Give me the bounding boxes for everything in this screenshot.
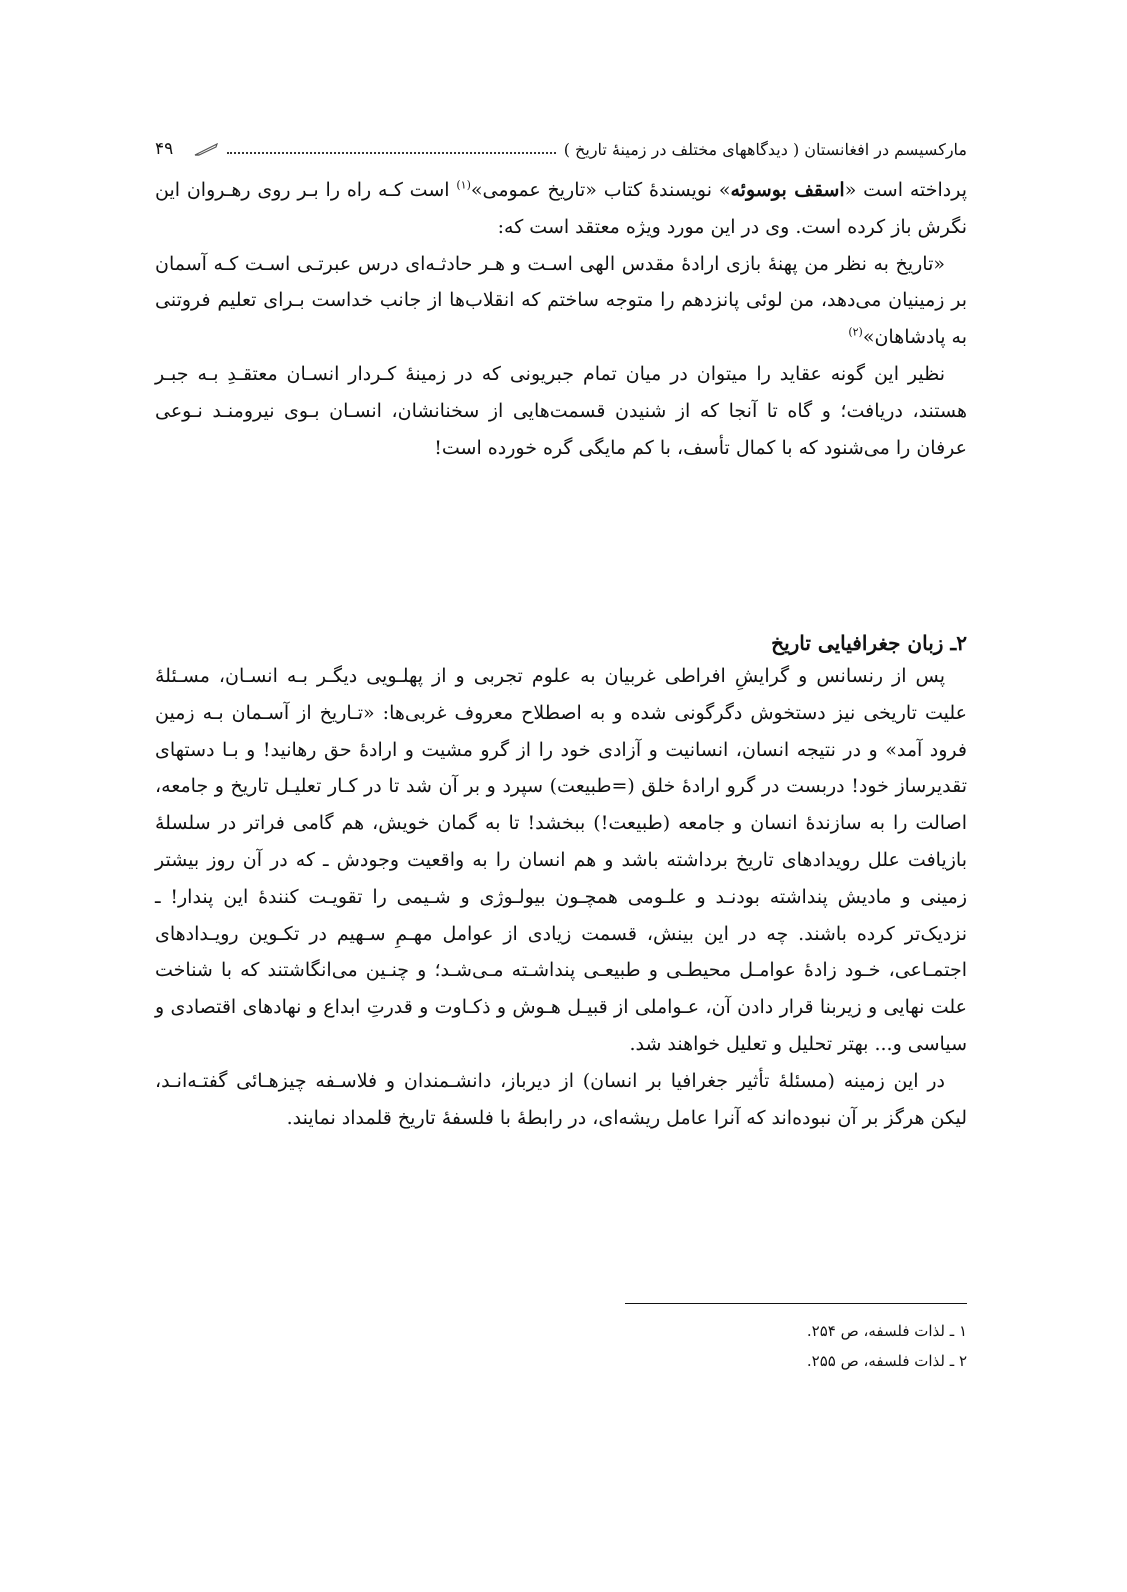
paragraph-1-start: پرداخته است « xyxy=(844,179,967,201)
main-text-bottom xyxy=(155,658,967,1136)
section-paragraph-1: پس از رنسانس و گرایشِ افراطی غربیان به علوم تجربی و از پهلـویی دیگـر بـه انسـان، مسـئلهٔ علیت تاریخی نیز دستخوش دگرگونی شده و به اصطلاح معروف غربی‌ها: «تـاریخ از آسـمان بـه زمین فرود آمد» و در نتیجه انسان، انسانیت و آزادی خود را از گرو مشیت و ارادهٔ حق رهانید! و بـا دستهای تقدیرساز خود! دربست در گرو ارادهٔ خلق (=طبیعت) سپرد و بر آن شد تا در کـار تعلیـل تاریخ و جامعه، اصالت را به سازندهٔ انسان و جامعه (طبیعت!) ببخشد! تا به گمان خویش، هم گامی فراتر در سلسلهٔ بازیافت علل رویدادهای تاریخ برداشته باشد و هم انسان را به واقعیت وجودش ـ که در آن روز بیشتر زمینی و مادیش پنداشته بودنـد و علـومی همچـون بیولـوژی و شـیمی را تقویـت کنندهٔ این پندار! ـ نزدیک‌تر کرده باشند. چه در این بینش، قسمت زیادی از عوامل مهـمِ سـهیم در تکـوین رویـدادهای اجتمـاعی، خـود زادهٔ عوامـل محیطـی و طبیعـی پنداشـته مـی‌شـد؛ و چنـین می‌انگاشتند که با شناخت علت نهایی و زیربنا قرار دادن آن، عـواملی از قبیـل هـوش و ذکـاوت و قدرتِ ابداع و نهادهای اقتصادی و سیاسی و... بهتر تحلیل و تعلیل خواهند شد. xyxy=(155,665,967,1055)
bossuet-name: اسقف بوسوئه xyxy=(730,179,845,201)
page-number: ۴۹ xyxy=(155,139,174,159)
pen-icon xyxy=(193,142,219,156)
quote-text: «تاریخ به نظر من پهنهٔ بازی ارادهٔ مقدس الهی اسـت و هـر حادثـه‌ای درس عبرتـی اسـت کـه آسمان بر زمینیان می‌دهد، من لوئی پانزدهم را متوجه ساختم که انقلاب‌ها از جانب خداست بـرای تعلیم فروتنی به پادشاهان» xyxy=(155,252,967,349)
footnote-ref-1: (۱) xyxy=(456,178,471,192)
paragraph-1-mid: » نویسندهٔ کتاب «تاریخ عمومی» xyxy=(470,179,731,201)
footnote-divider xyxy=(625,1303,967,1304)
paragraph-1 xyxy=(155,172,967,246)
section-paragraph-2: در این زمینه (مسئلهٔ تأثیر جغرافیا بر انسان) از دیرباز، دانشـمندان و فلاسـفه چیزهـائی گفتـه‌انـد، لیکن هرگز بر آن نبوده‌اند که آنرا عامل ریشه‌ای، در رابطهٔ با فلسفهٔ تاریخ قلمداد نمایند. xyxy=(155,1069,967,1129)
quote-paragraph xyxy=(155,246,967,356)
header-dot-leader xyxy=(227,152,555,154)
footnote-2: ۲ ـ لذات فلسفه، ص ۲۵۵. xyxy=(806,1352,967,1370)
paragraph-1-end: است کـه راه را بـر روی رهـروان این نگرش باز کرده است. وی در این مورد ویژه معتقد است که: xyxy=(155,179,967,238)
running-header xyxy=(155,136,967,162)
main-text-top xyxy=(155,172,967,466)
section-heading: ۲ـ زبان جغرافیایی تاریخ xyxy=(771,631,967,655)
footnote-ref-2: (۲) xyxy=(848,325,863,339)
running-title: مارکسیسم در افغانستان ( دیدگاههای مختلف در زمینهٔ تاریخ ) xyxy=(563,139,967,159)
paragraph-3: نظیر این گونه عقاید را میتوان در میان تمام جبریونی که در زمینهٔ کـردار انسـان معتقـدِ بـه جبـر هستند، دریافت؛ و گاه تا آنجا که از شنیدن قسمت‌هایی از سخنانشان، انسـان بـوی نیرومنـد نـوعی عرفان را می‌شنود که با کمال تأسف، با کم مایگی گره خورده است! xyxy=(155,362,967,459)
footnote-1: ۱ ـ لذات فلسفه، ص ۲۵۴. xyxy=(806,1322,967,1340)
footnotes xyxy=(155,1316,967,1376)
